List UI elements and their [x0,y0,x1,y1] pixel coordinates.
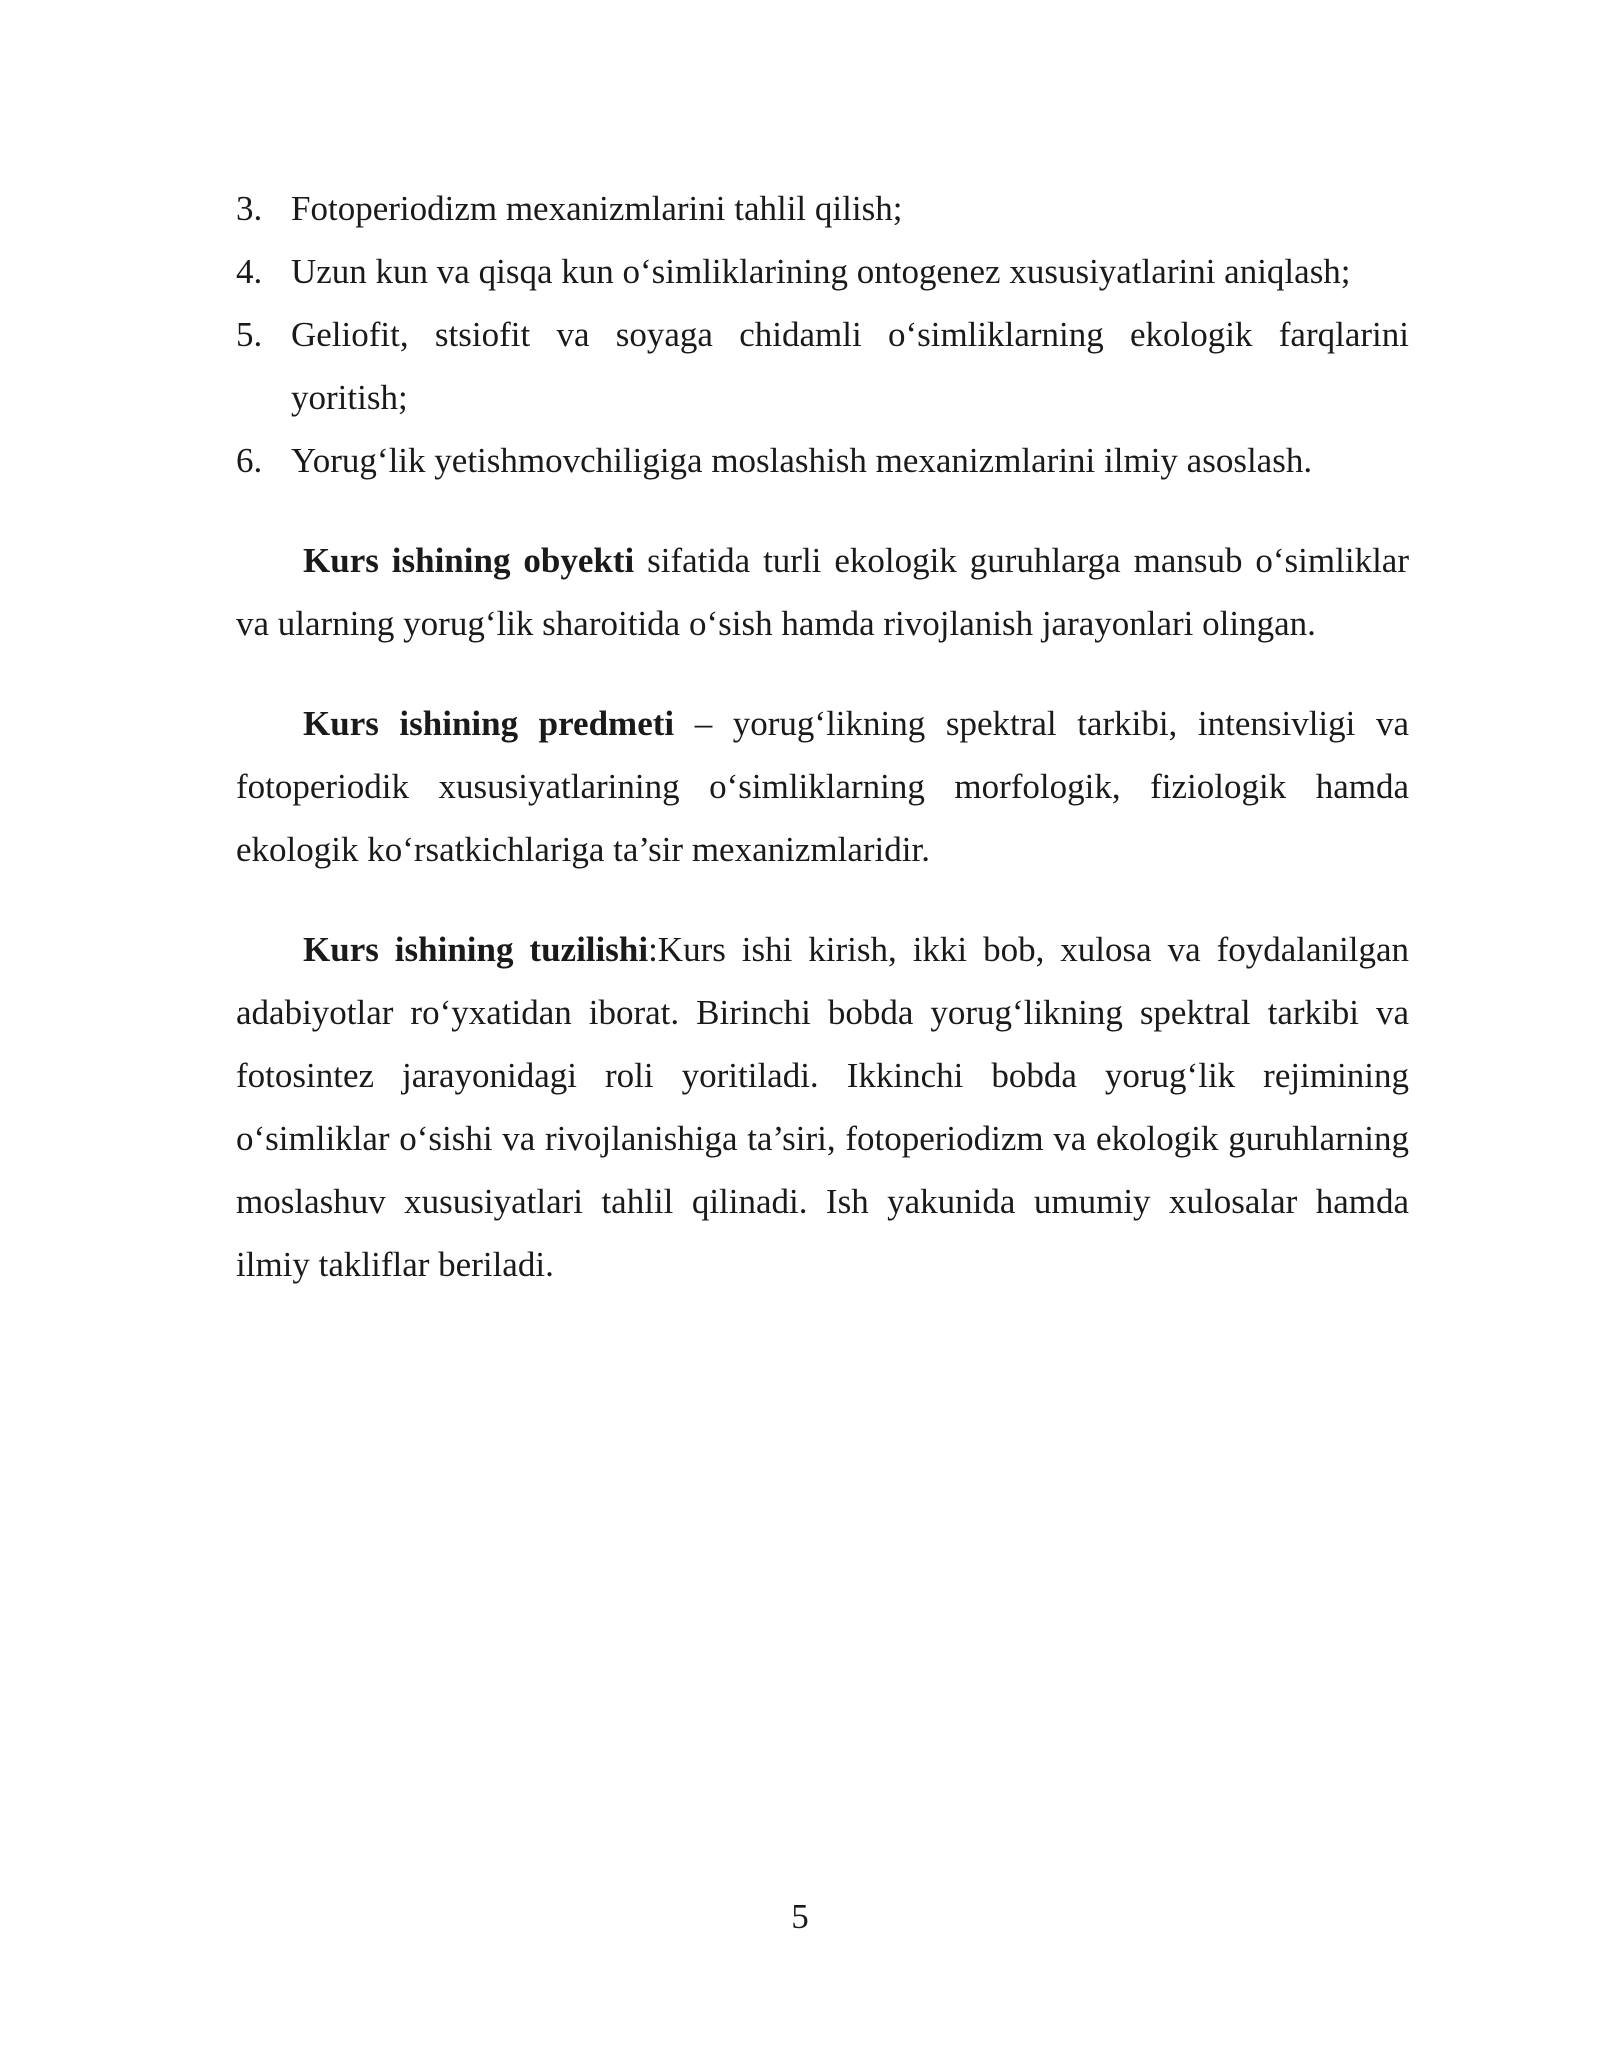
list-item-number: 6. [236,441,263,480]
structure-paragraph [236,918,1409,1296]
page-number: 5 [791,1897,809,1936]
list-item [236,240,1409,303]
object-paragraph [236,529,1409,655]
subject-paragraph [236,692,1409,881]
list-item-text: Yorug‘lik yetishmovchiligiga moslashish mexanizmlarini ilmiy asoslash. [291,441,1313,480]
list-item [236,177,1409,240]
list-item-text: Uzun kun va qisqa kun o‘simliklarining ontogenez xususiyatlarini aniqlash; [291,252,1351,291]
list-item-text: Geliofit, stsiofit va soyaga chidamli o‘simliklarning ekologik farqlarini yoritish; [291,315,1409,417]
paragraph-heading: Kurs ishining obyekti [303,541,635,580]
paragraph-heading: Kurs ishining tuzilishi [303,930,649,969]
document-page [236,177,1409,1296]
paragraph-text: :Kurs ishi kirish, ikki bob, xulosa va foydalanilgan adabiyotlar ro‘yxatidan iborat. Birinchi bobda yorug‘likning spektral tarkibi va fotosintez jarayonidagi roli yoritiladi. Ikkinchi bobda yorug‘lik rejimining o‘simliklar o‘sishi va rivojlanishiga ta’siri, fotoperiodizm va ekologik guruhlarning moslashuv xususiyatlari tahlil qilinadi. Ish yakunida umumiy xulosalar hamda ilmiy takliflar beriladi. [236,930,1409,1284]
objectives-list [236,177,1409,492]
list-item [236,429,1409,492]
list-item-text: Fotoperiodizm mexanizmlarini tahlil qilish; [291,189,903,228]
paragraph-text: sifatida turli ekologik guruhlarga mansub o‘simliklar va ularning yorug‘lik sharoitida o‘sish hamda rivojlanish jarayonlari olingan. [236,541,1409,643]
list-item-number: 3. [236,189,263,228]
list-item-number: 5. [236,315,263,354]
paragraph-text: – yorug‘likning spektral tarkibi, intensivligi va fotoperiodik xususiyatlarining o‘simliklarning morfologik, fiziologik hamda ekologik ko‘rsatkichlariga ta’sir mexanizmlaridir. [236,704,1409,869]
paragraph-heading: Kurs ishining predmeti [303,704,675,743]
list-item-number: 4. [236,252,263,291]
list-item [236,303,1409,429]
